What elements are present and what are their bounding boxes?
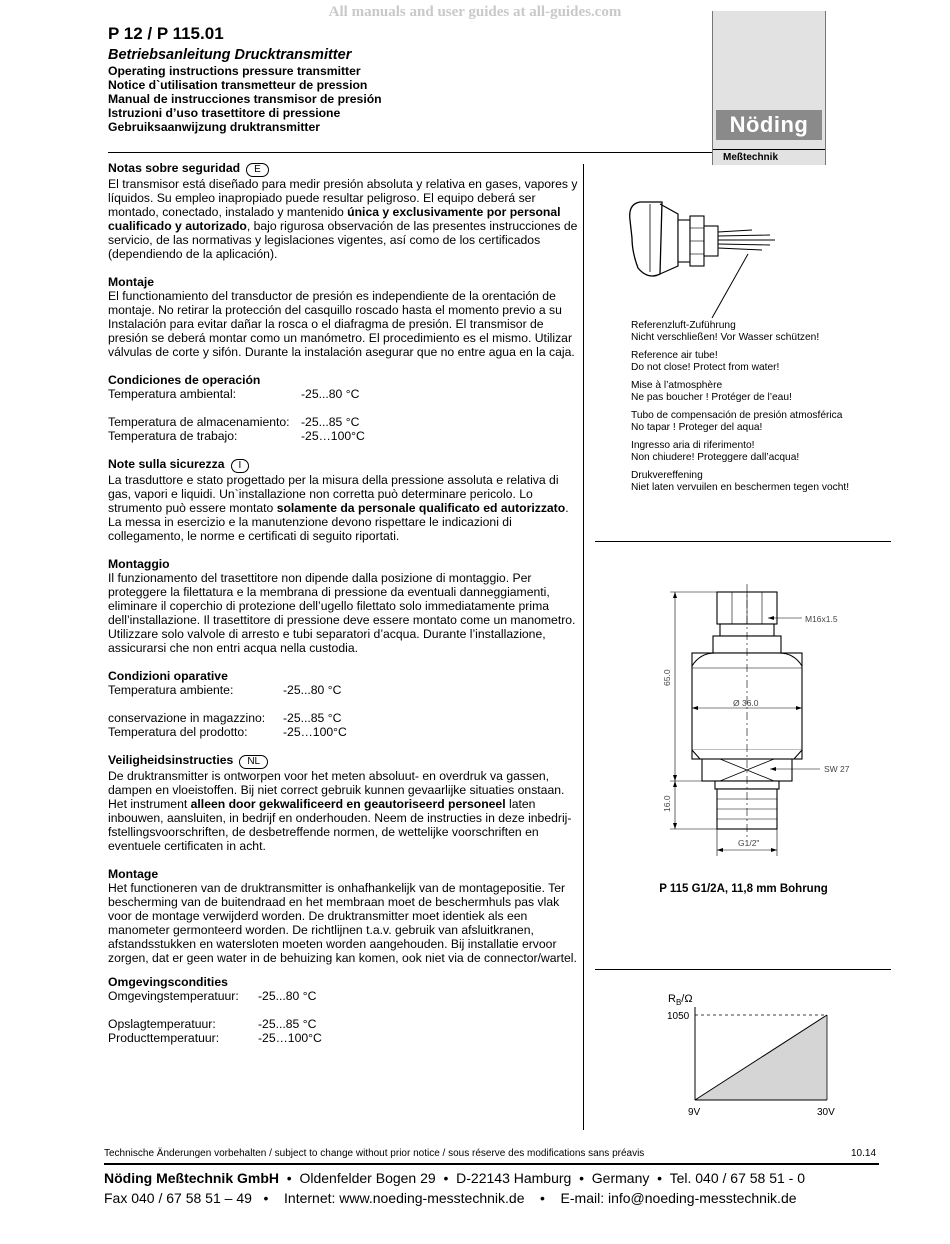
label-sw: SW 27 xyxy=(824,764,850,774)
footer-rule xyxy=(104,1163,879,1165)
x-min-label: 9V xyxy=(688,1107,701,1118)
note-fr: Mise à l’atmosphère Ne pas boucher ! Protéger de l’eau! xyxy=(631,380,792,403)
it-mount-text: Il funzionamento del trasettitore non dipende dalla posizione di montaggio. Per proteggere la filettatura e la membrana di pressione da eventuali danneggiamenti, eliminare il coperchio di protezione dell’ugello filettato solo immediatamente prima dell’installazione. Il trasettitore di pressione deve essere montato come un manometro. Utilizzare solo valvole di arresto e tubi separatori d’acqua. Durante l’installazione, assicurarsi che non entri acqua nella custodia. xyxy=(108,571,576,655)
logo-divider xyxy=(713,149,825,150)
it-safety-section xyxy=(108,457,578,543)
cable-illustration xyxy=(620,190,800,320)
right-rule-2 xyxy=(595,969,891,970)
it-spec-ambient: Temperatura ambiente: -25...80 °C xyxy=(108,683,342,697)
es-mount-text: El functionamiento del transductor de presión es independiente de la orentación de montaje. No retirar la protección del casquillo roscado hasta el momento previo a su Instalación para evitar dañar la rosca o el diafragma de presión. El transmisor de presión se deberá montar como un manómetro. El procedimiento es el mismo. Utilizar válvulas de corte y sifón. Durante la instalación asegurar que no entre agua en la caja. xyxy=(108,289,575,359)
it-safety-text: La trasduttore e stato progettado per la misura della pressione assoluta e relativa di gas, vapori e liquidi. Un`installazione non corretta può determinare pericolo. Lo strumento può essere montato solamente da personale qualificato ed autorizzato. La messa in esercizio e la manutenzione devono rispettare le indicazioni di collegamento, le norme e certificati di seguito riportati. xyxy=(108,473,569,543)
title-line-en: Operating instructions pressure transmitter xyxy=(108,64,361,78)
document-title: P 12 / P 115.01 xyxy=(108,24,224,43)
nl-conditions-title: Omgevingscondities xyxy=(108,975,228,989)
load-diagram xyxy=(655,985,855,1120)
version-number: 10.14 xyxy=(851,1148,877,1159)
watermark: All manuals and user guides at all-guides.com xyxy=(328,4,622,20)
it-safety-title: Note sulla sicurezza I xyxy=(108,457,578,473)
nl-spec-ambient: Omgevingstemperatuur: -25...80 °C xyxy=(108,989,317,1003)
right-rule-1 xyxy=(595,541,891,542)
company-contact-line: Fax 040 / 67 58 51 – 49 • Internet: www.noeding-messtechnik.de • E-mail: info@noeding-messtechnik.de xyxy=(104,1190,797,1206)
company-logo xyxy=(712,11,826,165)
es-mount-section xyxy=(108,275,578,359)
label-thread: G1/2" xyxy=(738,838,760,848)
company-internet[interactable]: Internet: www.noeding-messtechnik.de xyxy=(284,1190,525,1206)
company-name: Nöding Meßtechnik GmbH xyxy=(104,1170,279,1186)
title-line-es: Manual de instrucciones transmisor de presión xyxy=(108,92,382,106)
nl-conditions-section xyxy=(108,975,578,1045)
it-conditions-section xyxy=(108,669,578,739)
company-address-line: Nöding Meßtechnik GmbH • Oldenfelder Bogen 29 • D-22143 Hamburg • Germany • Tel. 040 / 67 58 51 - 0 xyxy=(104,1170,806,1186)
lang-badge-es: E xyxy=(246,163,269,177)
nl-spec-storage: Opslagtemperatuur: -25...85 °C xyxy=(108,1017,317,1031)
it-mount-title: Montaggio xyxy=(108,557,170,571)
nl-spec-product: Producttemperatuur: -25…100°C xyxy=(108,1031,322,1045)
company-email[interactable]: E-mail: info@noeding-messtechnik.de xyxy=(560,1190,797,1206)
title-line-nl: Gebruiksaanwijzung druktransmitter xyxy=(108,120,320,134)
it-spec-storage: conservazione in magazzino: -25...85 °C xyxy=(108,711,342,725)
column-divider xyxy=(583,164,584,1130)
document-subtitle: Betriebsanleitung Drucktransmitter xyxy=(108,47,352,63)
company-tel: Tel. 040 / 67 58 51 - 0 xyxy=(669,1170,806,1186)
nl-mount-section xyxy=(108,867,578,965)
dimension-drawing xyxy=(640,580,890,865)
es-mount-title: Montaje xyxy=(108,275,155,289)
nl-safety-text: De druktransmitter is ontworpen voor het meten absoluut- en overdruk va gassen, dampen en vloeistoffen. Bij niet correct gebruik kunnen gevaarlijke situaties onstaan. Het instrument alleen door gekwalificeerd en geautoriseerd personeel laten inbouwen, aansluiten, in bedrijf en onderhouden. Neem de instructies in deze inbedrij-fstellingsvoorschriften, de desbetreffende normen, de wettelijke voorschriften en eventuele certificaten in acht. xyxy=(108,769,572,853)
x-max-label: 30V xyxy=(817,1107,835,1118)
it-mount-section xyxy=(108,557,578,655)
es-safety-title: Notas sobre seguridad E xyxy=(108,161,578,177)
title-line-fr: Notice d`utilisation transmetteur de pression xyxy=(108,78,368,92)
note-en: Reference air tube! Do not close! Protect from water! xyxy=(631,350,780,373)
lang-badge-it: I xyxy=(231,459,250,473)
reference-air-notes xyxy=(631,320,931,500)
nl-safety-title: Veiligheidsinstructies NL xyxy=(108,753,578,769)
es-safety-text: El transmisor está diseñado para medir presión absoluta y relativa en gases, vapores y líquidos. Su empleo inapropiado puede resultar peligroso. El equipo deberá ser montado, conectado, instalado y mantenido única y exclusivamente por personal cualificado y autorizado, bajo rigurosa observación de las presentes instrucciones de servicio, de las normativas y legislaciones vigentes, así como de los certificados (dependiendo de la aplicación). xyxy=(108,177,578,261)
es-safety-section xyxy=(108,161,578,261)
label-height: 65.0 xyxy=(662,669,672,686)
it-spec-product: Temperatura del prodotto: -25…100°C xyxy=(108,725,347,739)
company-fax: Fax 040 / 67 58 51 – 49 xyxy=(104,1190,252,1206)
note-es: Tubo de compensación de presión atmosférica No tapar ! Proteger del aqua! xyxy=(631,410,843,433)
company-city: D-22143 Hamburg xyxy=(456,1170,572,1186)
label-diameter: Ø 36.0 xyxy=(733,698,759,708)
nl-mount-title: Montage xyxy=(108,867,159,881)
drawing-caption: P 115 G1/2A, 11,8 mm Bohrung xyxy=(659,883,828,895)
company-country: Germany xyxy=(591,1170,650,1186)
logo-subtitle: Meßtechnik xyxy=(723,152,779,163)
nl-mount-text: Het functioneren van de druktransmitter is onhafhankelijk van de montagepositie. Ter bescherming van de buitendraad en het membraan moet de beschermhuls pas vlak voor de montage verwijderd worden. De druktransmitter moet identiek als een manometer germonteerd worden. De richtlijnen t.a.v. gebruik van afsluitkranen, afstandsstukken en watersloten moeten worden aangehouden. Bij installatie ervoor zorgen, dat er geen water in de behuizing kan komen, ook niet via de connector/wartel. xyxy=(108,881,577,965)
it-conditions-title: Condizioni oparative xyxy=(108,669,228,683)
label-thread-length: 16.0 xyxy=(662,795,672,812)
y-value-label: 1050 xyxy=(667,1011,690,1022)
es-conditions-title: Condiciones de operación xyxy=(108,373,261,387)
change-notice: Technische Änderungen vorbehalten / subject to change without prior notice / sous réserve des modifications sans préavis xyxy=(104,1148,645,1159)
nl-safety-section xyxy=(108,753,578,853)
es-spec-working: Temperatura de trabajo: -25…100°C xyxy=(108,429,365,443)
note-nl: Drukvereffening Niet laten vervuilen en beschermen tegen vocht! xyxy=(631,470,850,493)
note-de: Referenzluft-Zuführung Nicht verschließen! Vor Wasser schützen! xyxy=(631,320,820,343)
y-axis-label: $R_B/\Omega$ xyxy=(668,993,693,1007)
label-m16: M16x1.5 xyxy=(805,614,838,624)
title-line-it: Istruzioni d’uso trasettitore di pressione xyxy=(108,106,341,120)
instructions-column xyxy=(108,161,578,1059)
company-street: Oldenfelder Bogen 29 xyxy=(299,1170,436,1186)
note-it: Ingresso aria di riferimento! Non chiudere! Proteggere dall’acqua! xyxy=(631,440,800,463)
es-spec-storage: Temperatura de almacenamiento: -25...85 °C xyxy=(108,415,360,429)
es-spec-ambient: Temperatura ambiental: -25...80 °C xyxy=(108,387,360,401)
title-translations xyxy=(108,64,382,134)
header-rule xyxy=(108,152,712,153)
es-conditions-section xyxy=(108,373,578,443)
logo-wordmark: Nöding xyxy=(716,110,822,140)
lang-badge-nl: NL xyxy=(239,755,268,769)
